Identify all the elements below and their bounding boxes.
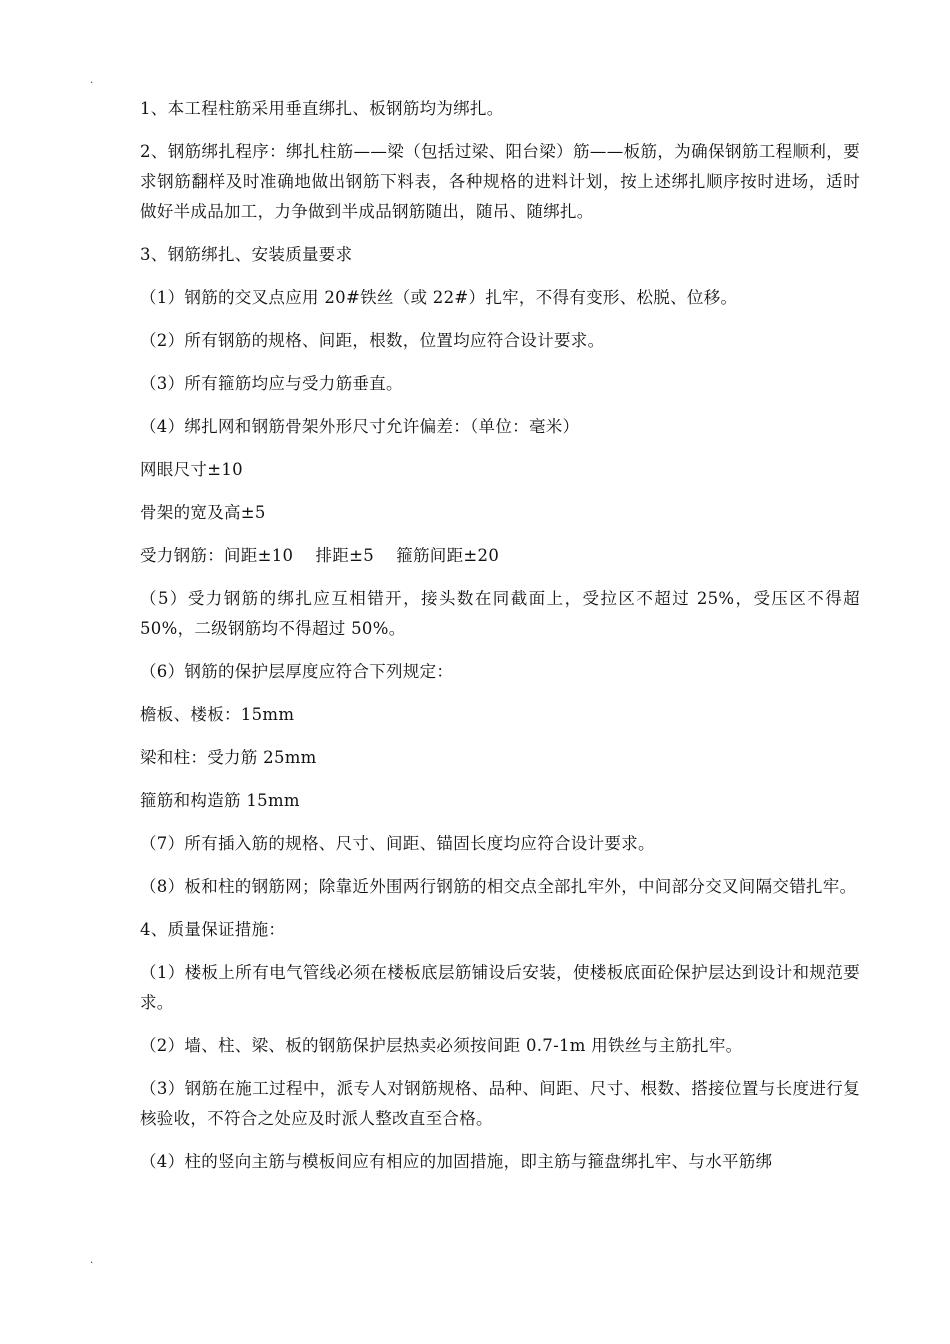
item-2: （2）所有钢筋的规格、间距，根数，位置均应符合设计要求。 [140, 331, 605, 350]
paragraph-2-text: 2、钢筋绑扎程序：绑扎柱筋——梁（包括过梁、阳台梁）筋——板筋，为确保钢筋工程顺利，要求钢筋翻样及时准确地做出钢筋下料表，各种规格的进料计划，按上述绑扎顺序按时进场，适时做好半成品加工，力争做到半成品钢筋随出，随吊、随绑扎。 [140, 142, 860, 221]
item-6: （6）钢筋的保护层厚度应符合下列规定： [140, 662, 454, 681]
item-3: （3）所有箍筋均应与受力筋垂直。 [140, 374, 403, 393]
paragraph-2 [140, 137, 860, 227]
tolerance-bars: 受力钢筋：间距±10 排距±5 箍筋间距±20 [140, 546, 500, 565]
measure-2: （2）墙、柱、梁、板的钢筋保护层热卖必须按间距 0.7-1m 用铁丝与主筋扎牢。 [140, 1036, 743, 1055]
measure-4: （4）柱的竖向主筋与模板间应有相应的加固措施，即主筋与箍盘绑扎牢、与水平筋绑 [140, 1152, 773, 1171]
tolerance-mesh: 网眼尺寸±10 [140, 460, 243, 479]
page-marker-bottom: . [90, 1255, 94, 1266]
item-4: （4）绑扎网和钢筋骨架外形尺寸允许偏差：（单位：毫米） [140, 417, 580, 436]
paragraph-1: 1、本工程柱筋采用垂直绑扎、板钢筋均为绑扎。 [140, 99, 504, 118]
item-1: （1）钢筋的交叉点应用 20#铁丝（或 22#）扎牢，不得有变形、松脱、位移。 [140, 288, 738, 307]
item-7: （7）所有插入筋的规格、尺寸、间距、锚固长度均应符合设计要求。 [140, 834, 655, 853]
measure-3: （3）钢筋在施工过程中，派专人对钢筋规格、品种、间距、尺寸、根数、搭接位置与长度进行复核验收，不符合之处应及时派人整改直至合格。 [140, 1079, 860, 1128]
tolerance-frame: 骨架的宽及高±5 [140, 503, 266, 522]
document-body [140, 94, 860, 1190]
measure-1: （1）楼板上所有电气管线必须在楼板底层筋铺设后安装，使楼板底面砼保护层达到设计和规范要求。 [140, 963, 860, 1012]
item-8: （8）板和柱的钢筋网；除靠近外围两行钢筋的相交点全部扎牢外，中间部分交叉间隔交错扎牢。 [140, 877, 857, 896]
cover-beam-column: 梁和柱：受力筋 25mm [140, 748, 317, 767]
paragraph-3: 3、钢筋绑扎、安装质量要求 [140, 245, 353, 264]
item-5: （5）受力钢筋的绑扎应互相错开，接头数在同截面上，受拉区不超过 25%，受压区不得超 50%，二级钢筋均不得超过 50%。 [140, 589, 860, 638]
cover-slab: 檐板、楼板：15mm [140, 705, 295, 724]
section-4-heading: 4、质量保证措施： [140, 920, 286, 939]
cover-stirrup: 箍筋和构造筋 15mm [140, 791, 300, 810]
page-marker-top: . [90, 75, 94, 86]
